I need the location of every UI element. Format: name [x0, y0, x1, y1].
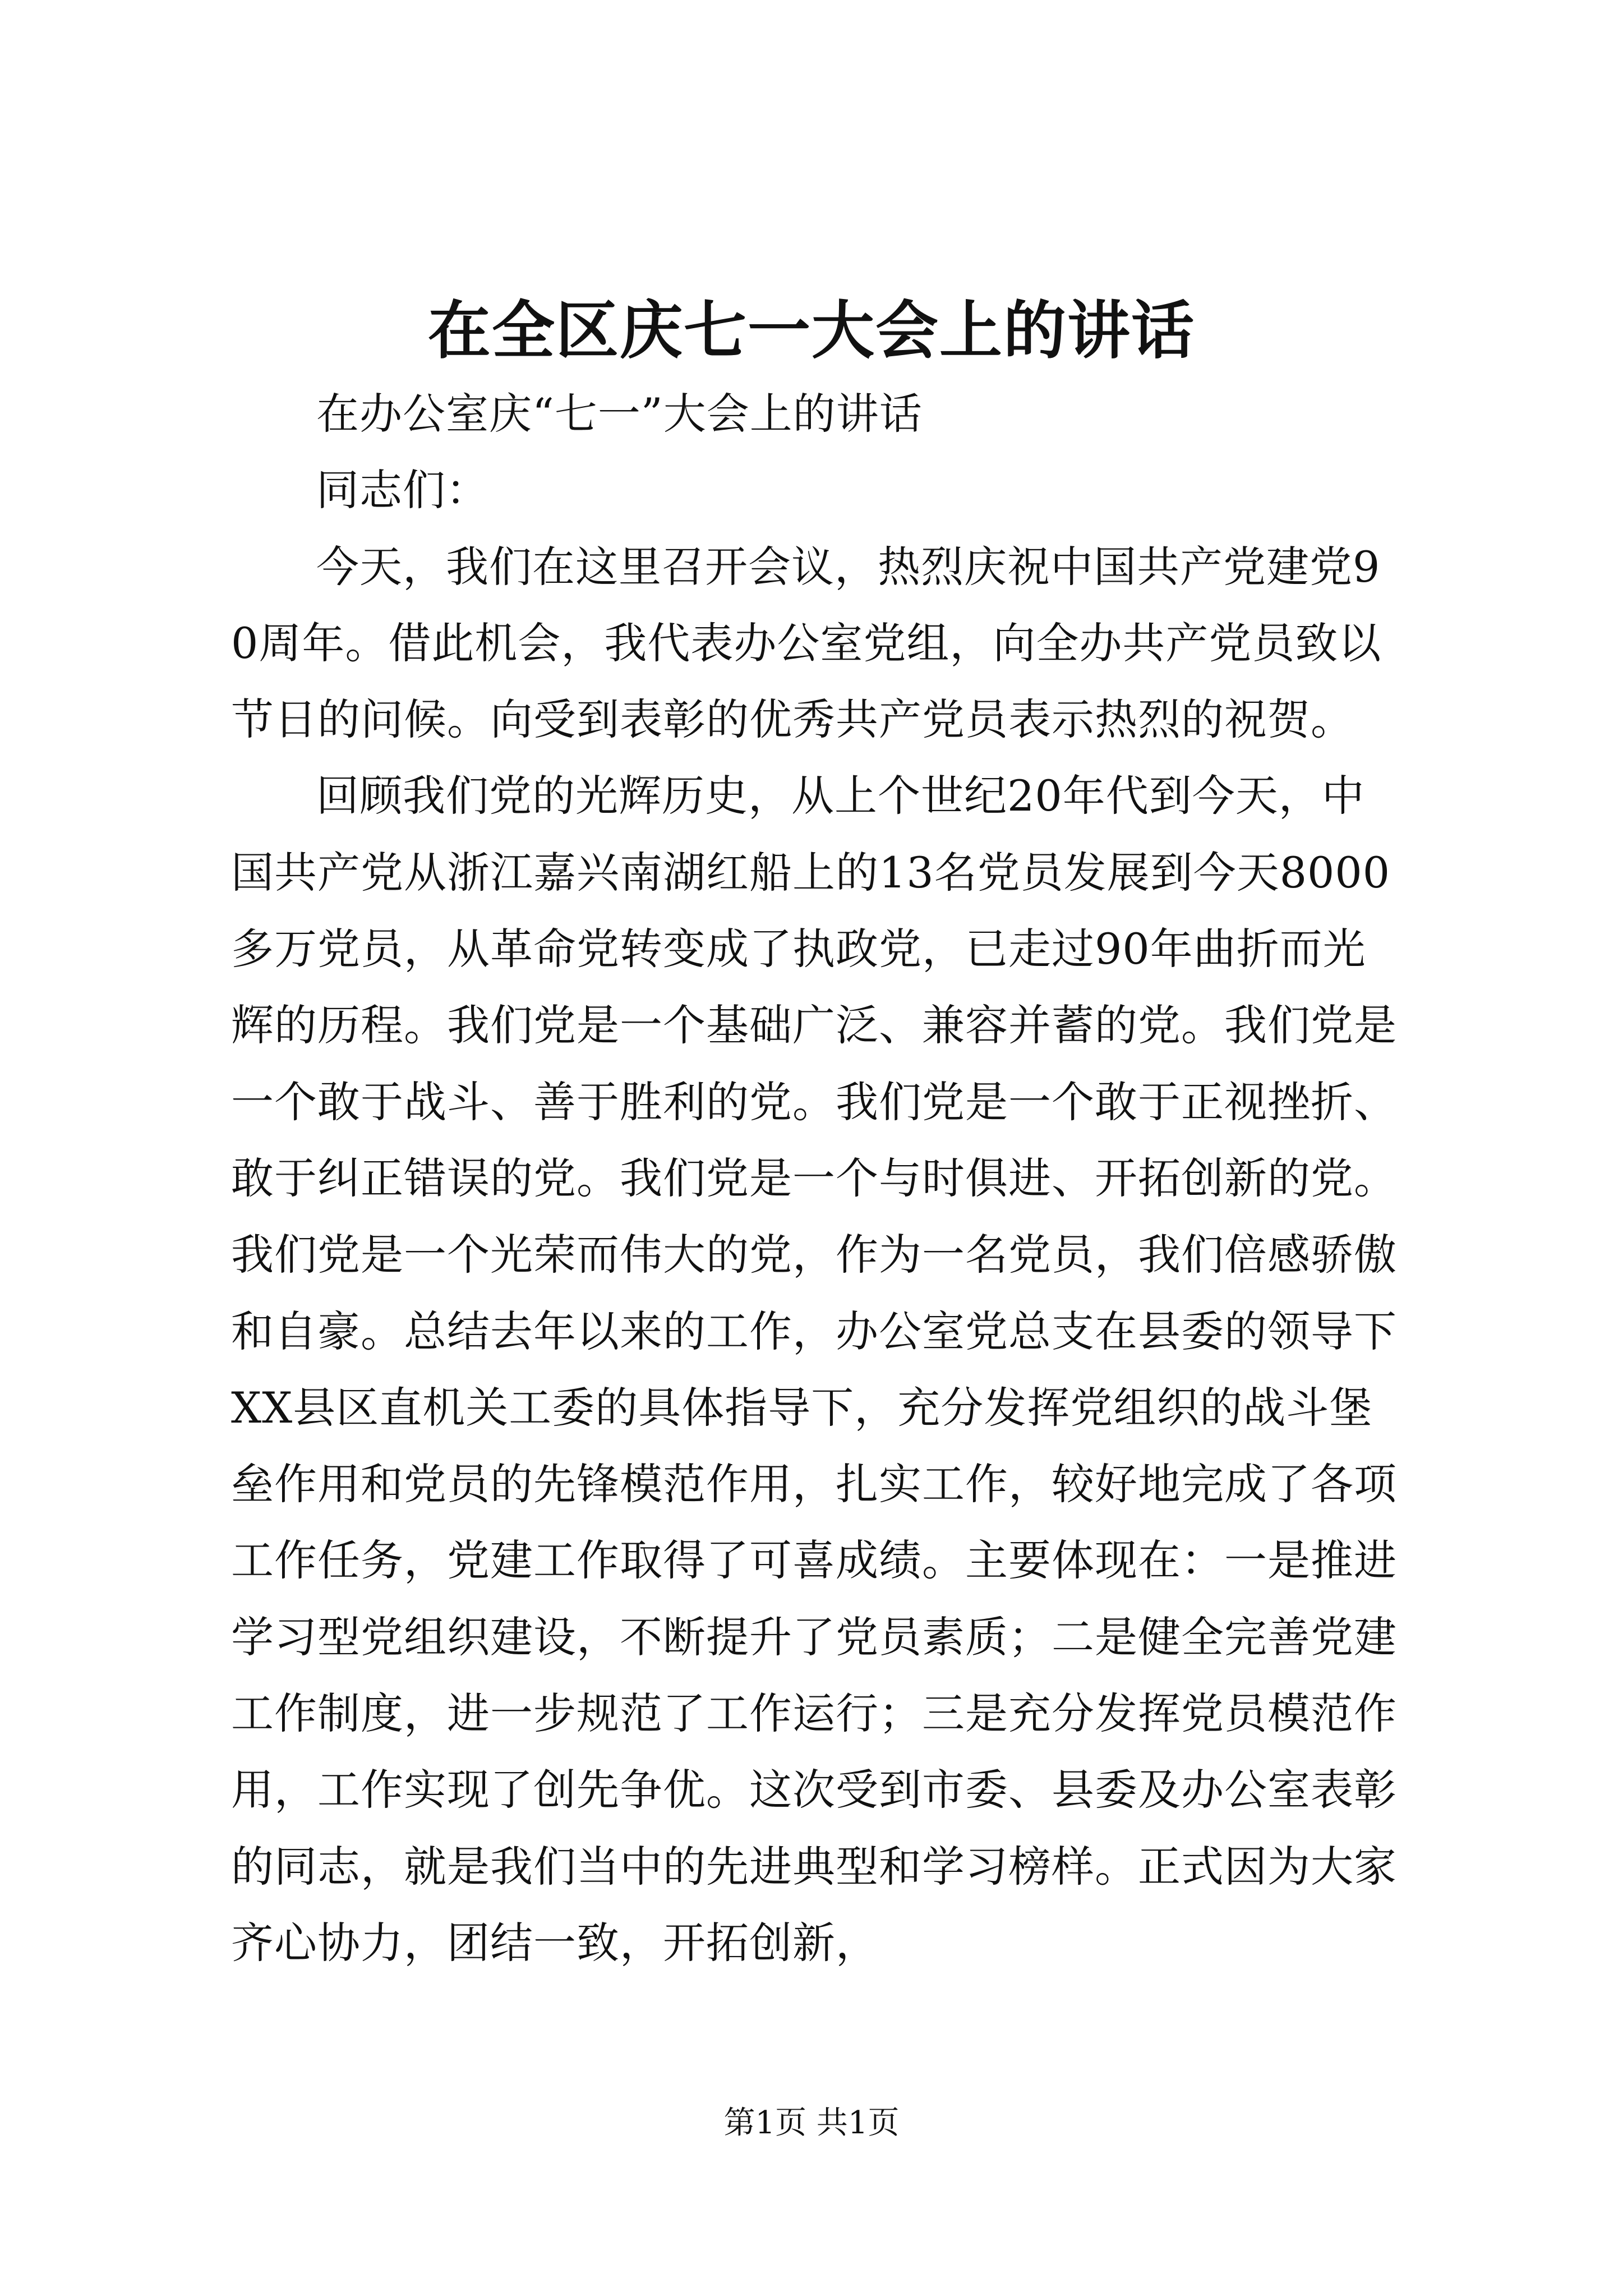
- document-title: 在全区庆七一大会上的讲话: [428, 294, 1195, 367]
- paragraph-salutation: 同志们：: [316, 465, 489, 516]
- paragraph-subtitle: 在办公室庆“七一”大会上的讲话: [316, 389, 923, 439]
- document-body: [231, 376, 1405, 1981]
- paragraph-review: 回顾我们党的光辉历史，从上个世纪20年代到今天，中国共产党从浙江嘉兴南湖红船上的13名党员发展到今天8000多万党员，从革命党转变成了执政党，已走过90年曲折而光辉的历程。我们党是一个基础广泛、兼容并蓄的党。我们党是一个敢于战斗、善于胜利的党。我们党是一个敢于正视挫折、敢于纠正错误的党。我们党是一个与时俱进、开拓创新的党。我们党是一个光荣而伟大的党，作为一名党员，我们倍感骄傲和自豪。总结去年以来的工作，办公室党总支在县委的领导下XX县区直机关工委的具体指导下，充分发挥党组织的战斗堡垒作用和党员的先锋模范作用，扎实工作，较好地完成了各项工作任务，党建工作取得了可喜成绩。主要体现在：一是推进学习型党组织建设，不断提升了党员素质；二是健全完善党建工作制度，进一步规范了工作运行；三是充分发挥党员模范作用，工作实现了创先争优。这次受到市委、县委及办公室表彰的同志，就是我们当中的先进典型和学习榜样。正式因为大家齐心协力，团结一致，开拓创新，: [231, 771, 1397, 1968]
- paragraph-opening: 今天，我们在这里召开会议，热烈庆祝中国共产党建党90周年。借此机会，我代表办公室党组，向全办共产党员致以节日的问候。向受到表彰的优秀共产党员表示热烈的祝贺。: [231, 541, 1382, 745]
- page-footer: 第1页 共1页: [723, 2105, 900, 2141]
